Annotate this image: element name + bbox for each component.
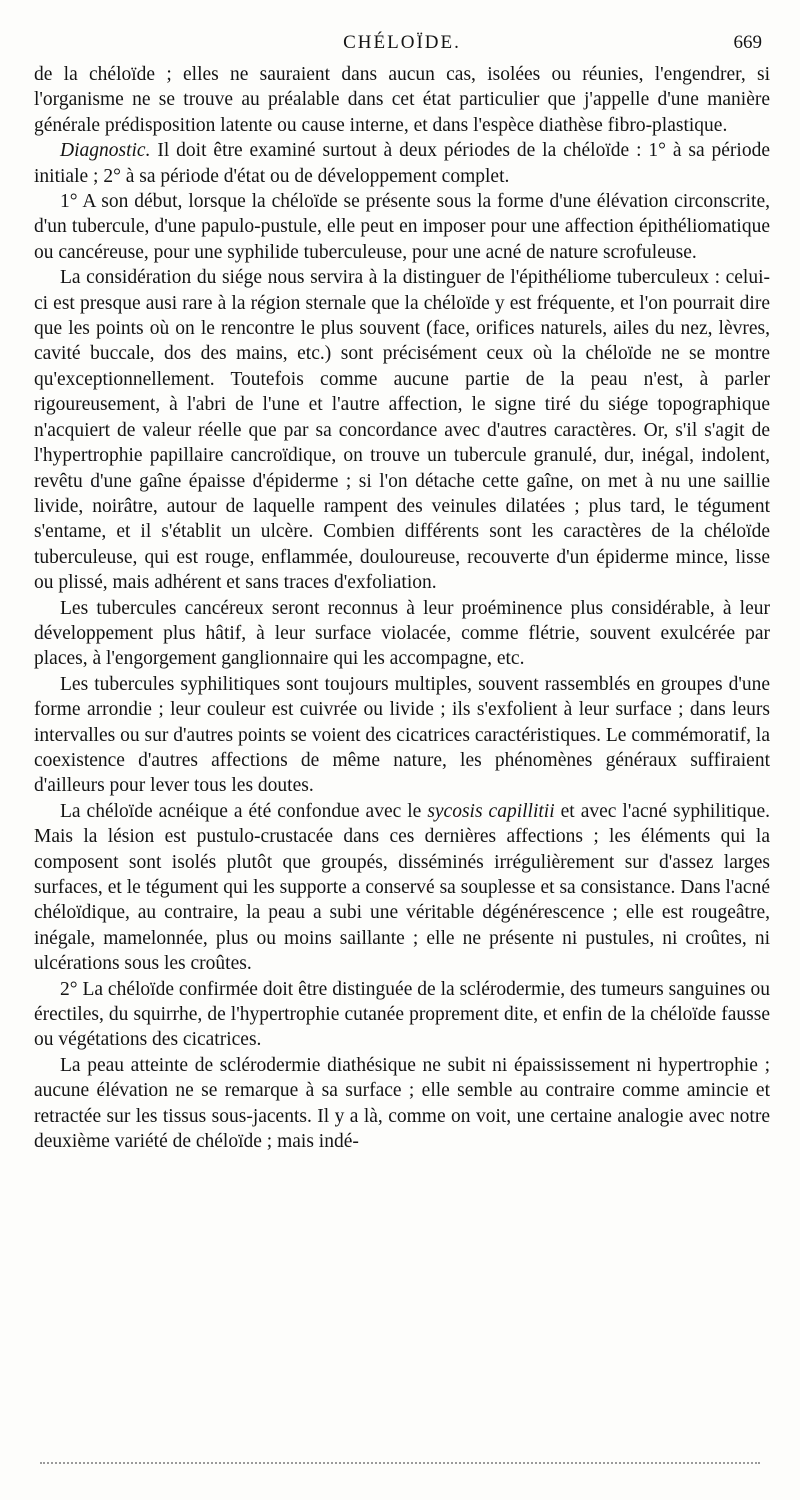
paragraph-tubercules-cancereux: Les tubercules cancéreux seront reconnus à leur proéminence plus considérable, à leur développement plus hâtif, à leur surface violacée, comme flétrie, souvent exulcérée par places, à l'engorgement ganglionnaire qui les accompagne, etc. (34, 597, 770, 670)
paragraph-diagnostic-text: Il doit être examiné surtout à deux périodes de la chéloïde : 1° à sa période initiale ; 2° à sa période d'état ou de développement complet. (34, 140, 770, 187)
section-label-diagnostic: Diagnostic. (60, 140, 151, 162)
paragraph-cheloide-confirmee: 2° La chéloïde confirmée doit être distinguée de la sclérodermie, des tumeurs sanguines ou érectiles, du squirrhe, de l'hypertrophie cutanée proprement dite, et enfin de la chéloïde fausse ou végétations des cicatrices. (34, 978, 770, 1051)
running-title: CHÉLOÏDE. (343, 32, 461, 53)
paragraph-continued: de la chéloïde ; elles ne sauraient dans aucun cas, isolées ou réunies, l'engendrer, si l'organisme ne se trouve au préalable dans cet état particulier que j'appelle d'une manière générale prédisposition latente ou cause interne, et dans l'espèce diathèse fibro-plastique. (34, 64, 770, 136)
page-number: 669 (733, 32, 762, 53)
running-head (34, 28, 770, 58)
paragraph-initial-period: 1° A son début, lorsque la chéloïde se présente sous la forme d'une élévation circonscrite, d'un tubercule, d'une papulo-pustule, elle peut en imposer pour une affection épithéliomatique ou cancéreuse, pour une syphilide tuberculeuse, pour une acné de nature scrofuleuse. (34, 191, 770, 263)
paragraph-acneique-start: La chéloïde acnéique a été confondue avec le (60, 800, 428, 822)
paragraph-sclerodermie: La peau atteinte de sclérodermie diathésique ne subit ni épaississement ni hypertrophie ; aucune élévation ne se remarque à sa surface ; elle semble au contraire comme amincie et retractée sur les tissus sous-jacents. Il y a là, comme on voit, une certaine analogie avec notre deuxième variété de chéloïde ; mais indé- (34, 1054, 770, 1153)
paragraph-tubercules-syphilitiques: Les tubercules syphilitiques sont toujours multiples, souvent rassemblés en groupes d'une forme arrondie ; leur couleur est cuivrée ou livide ; ils s'exfolient à leur surface ; dans leurs intervalles ou sur d'autres points se voient des cicatrices caractéristiques. Le commémoratif, la coexistence d'autres affections de même nature, les phénomènes généraux suffiraient d'ailleurs pour lever tous les doutes. (34, 673, 770, 797)
paragraph-epitheliome: La considération du siége nous servira à la distinguer de l'épithéliome tuberculeux : celui-ci est presque ausi rare à la région sternale que la chéloïde y est fréquente, et l'on pourrait dire que les points où on le rencontre le plus souvent (face, orifices naturels, ailes du nez, lèvres, cavité buccale, dos des mains, etc.) sont précisément ceux où la chéloïde ne se montre qu'exceptionnellement. Toutefois comme aucune partie de la peau n'est, à parler rigoureusement, à l'abri de l'une et l'autre affection, le signe tiré du siége topographique n'acquiert de valeur réelle que par sa concordance avec d'autres caractères. Or, s'il s'agit de l'hypertrophie papillaire cancroïdique, on trouve un tubercule granulé, dur, inégal, indolent, revêtu d'une gaîne épaisse d'épiderme ; si l'on détache cette gaîne, on met à nu une saillie livide, noirâtre, autour de laquelle rampent des veinules dilatées ; plus tard, le tégument s'entame, et il s'établit un ulcère. Combien différents sont les caractères de la chéloïde tuberculeuse, qui est rouge, enflammée, douloureuse, recouverte d'un épiderme mince, lisse ou plissé, mais adhérent et sans traces d'exfoliation. (34, 267, 770, 594)
paragraph-acneique-rest: et avec l'acné syphilitique. Mais la lésion est pustulo-crustacée dans ces dernières affections ; les éléments qui la composent sont isolés plutôt que groupés, disséminés irrégulièrement sur d'assez larges surfaces, et le tégument qui les supporte a conservé sa souplesse et sa consistance. Dans l'acné chéloïdique, au contraire, la peau a subi une véritable dégénérescence ; elle est rougeâtre, inégale, mamelonnée, plus ou moins saillante ; elle ne présente ni pustules, ni croûtes, ni ulcérations sous les croûtes. (34, 800, 770, 975)
paragraph-diagnostic (34, 138, 770, 189)
term-sycosis-capillitii: sycosis capillitii (427, 800, 555, 822)
footer-dotted-rule (40, 1462, 760, 1464)
body-text (34, 62, 770, 1154)
paragraph-cheloide-acneique (34, 799, 770, 977)
